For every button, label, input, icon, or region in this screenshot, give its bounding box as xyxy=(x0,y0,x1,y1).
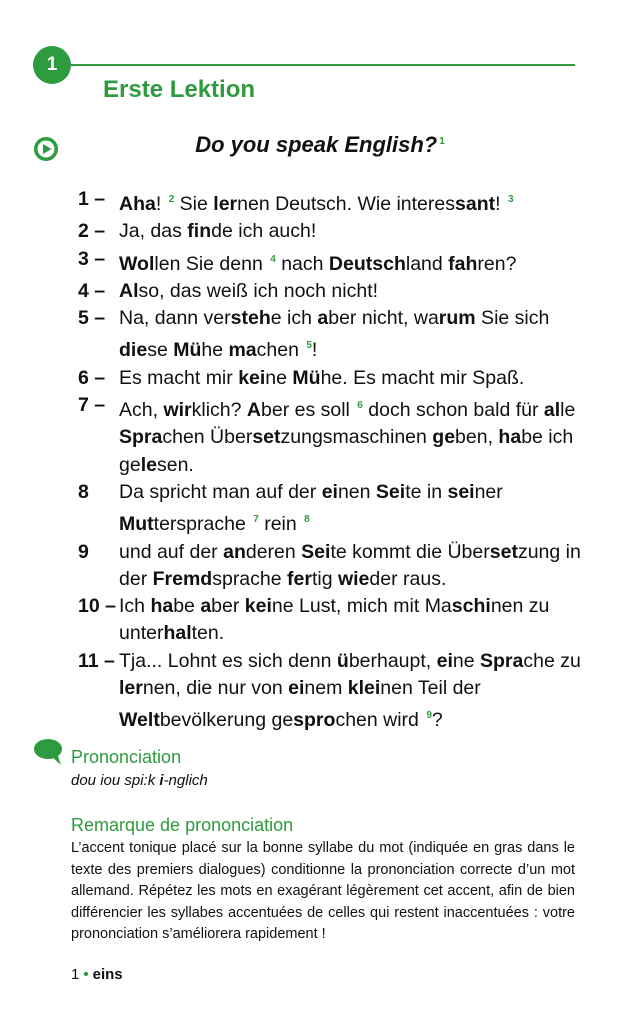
stressed-syllable: Mut xyxy=(119,513,154,536)
text-segment: bevölkerung ge xyxy=(159,709,294,732)
dialogue-title xyxy=(0,132,640,158)
dialogue-line xyxy=(78,539,588,594)
dialogue-line xyxy=(78,218,588,245)
stressed-syllable: kei xyxy=(244,595,272,618)
line-text xyxy=(78,278,588,305)
stressed-syllable: Sei xyxy=(301,540,331,563)
text-segment: Ach, xyxy=(119,399,164,422)
text-segment: e ich xyxy=(270,307,318,330)
line-text xyxy=(78,392,588,479)
text-segment: he. Es macht mir Spaß. xyxy=(320,366,525,389)
pronunciation-text-end: -nglich xyxy=(163,772,208,789)
stressed-syllable: fer xyxy=(287,567,312,590)
footer-bullet: • xyxy=(83,966,89,983)
text-segment: so, das weiß ich noch nicht! xyxy=(138,279,379,302)
text-segment: ! xyxy=(155,193,167,215)
stressed-syllable: ei xyxy=(321,480,338,503)
text-segment: sprache xyxy=(212,567,288,590)
stressed-syllable: ei xyxy=(288,677,305,700)
line-number: 6 – xyxy=(78,366,106,389)
line-text xyxy=(78,479,588,539)
text-segment: nem xyxy=(304,677,348,700)
lesson-title: Erste Lektion xyxy=(103,76,256,103)
stressed-syllable: Sei xyxy=(375,480,406,503)
line-text xyxy=(78,246,588,278)
stressed-syllable: steh xyxy=(230,307,271,330)
dialogue-line xyxy=(78,479,588,539)
stressed-syllable: ge xyxy=(432,426,456,449)
line-text xyxy=(78,593,588,648)
text-segment: Sie xyxy=(174,193,214,215)
text-segment: berhaupt, xyxy=(348,649,437,672)
stressed-syllable: ma xyxy=(228,339,257,362)
pronunciation-text xyxy=(71,772,208,789)
remark-body: L’accent tonique placé sur la bonne syllabe du mot (indiquée en gras dans le texte des premiers dialogues) conditionne la prononciation correcte d’un mot allemand. Répétez les mots en exagérant légèrement cet accent, afin de bien différencier les syllabes accentuées de celles qui restent inaccentuées : votre prononciation s’améliorera rapidement ! xyxy=(71,840,575,942)
stressed-syllable: sant xyxy=(455,193,496,215)
text-segment: ten. xyxy=(191,622,225,645)
stressed-syllable: Al xyxy=(119,279,139,302)
text-segment: nen Teil der xyxy=(380,677,481,700)
text-segment: ben, xyxy=(455,426,499,449)
stressed-syllable: Aha xyxy=(119,193,156,215)
text-segment: Sie sich xyxy=(475,307,550,330)
stressed-syllable: set xyxy=(252,426,281,449)
pronunciation-text-start: dou iou spi:k xyxy=(71,772,160,789)
text-segment: te kommt die Über xyxy=(330,540,490,563)
text-segment: nen xyxy=(337,480,376,503)
dialogue-line xyxy=(78,305,588,365)
line-text xyxy=(78,648,588,735)
stressed-syllable: fin xyxy=(187,220,212,243)
stressed-syllable: an xyxy=(223,540,246,563)
stressed-syllable: Wol xyxy=(119,252,155,275)
stressed-syllable: le xyxy=(140,453,157,476)
text-segment: tig xyxy=(311,567,338,590)
footnote-marker: 9 xyxy=(426,710,432,722)
text-segment: be ich ge xyxy=(119,426,574,476)
stressed-syllable: spro xyxy=(293,709,336,732)
dialogue-line xyxy=(78,593,588,648)
text-segment: Tja... Lohnt es sich denn xyxy=(119,649,337,672)
line-text xyxy=(78,218,588,245)
pronunciation-heading: Prononciation xyxy=(71,747,182,767)
text-segment: nen, die nur von xyxy=(142,677,289,700)
text-segment: klich? xyxy=(191,399,247,422)
line-number: 9 xyxy=(78,540,89,563)
stressed-syllable: a xyxy=(317,307,329,330)
stressed-syllable: ei xyxy=(436,649,453,672)
footnote-marker: 6 xyxy=(357,400,363,412)
stressed-syllable: Mü xyxy=(292,366,321,389)
stressed-syllable: Deutsch xyxy=(328,252,406,275)
line-text xyxy=(78,186,588,218)
dialogue-list xyxy=(78,186,588,735)
footnote-marker: 5 xyxy=(306,340,312,352)
line-number: 11 – xyxy=(78,649,115,672)
dialogue-line xyxy=(78,278,588,305)
line-number: 4 – xyxy=(78,279,106,302)
line-number: 2 – xyxy=(78,220,106,243)
line-number: 3 – xyxy=(78,247,106,270)
stressed-syllable: ler xyxy=(119,677,143,700)
dialogue-line xyxy=(78,648,588,735)
text-segment: chen xyxy=(256,339,305,362)
stressed-syllable: klei xyxy=(347,677,381,700)
dialogue-title-text: Do you speak English? xyxy=(195,132,438,157)
text-segment: chen wird xyxy=(335,709,425,732)
line-text xyxy=(78,365,588,392)
stressed-syllable: Spra xyxy=(480,649,524,672)
text-segment: Da spricht man auf der xyxy=(119,480,322,503)
footnote-marker: 8 xyxy=(304,514,310,526)
stressed-syllable: Spra xyxy=(119,426,163,449)
stressed-syllable: Welt xyxy=(119,709,160,732)
text-segment: de ich auch! xyxy=(211,220,317,243)
text-segment: nen Deutsch. Wie interes xyxy=(237,193,455,215)
footnote-marker: 3 xyxy=(507,194,514,205)
line-number: 1 – xyxy=(78,188,106,210)
text-segment: tersprache xyxy=(153,513,252,536)
text-segment: doch schon bald für xyxy=(362,399,544,422)
dialogue-line xyxy=(78,392,588,479)
stressed-syllable: set xyxy=(489,540,518,563)
text-segment: ? xyxy=(431,709,443,732)
remark-heading: Remarque de prononciation xyxy=(71,815,294,835)
text-segment: chen Über xyxy=(162,426,253,449)
line-number: 10 – xyxy=(78,595,116,618)
text-segment: nen zu unter xyxy=(119,595,550,645)
line-number: 8 xyxy=(78,480,89,503)
text-segment: se xyxy=(147,339,174,362)
stressed-syllable: die xyxy=(119,339,148,362)
stressed-syllable: schi xyxy=(451,595,491,618)
line-number: 7 – xyxy=(78,394,106,417)
text-segment: ne Lust, mich mit Ma xyxy=(271,595,452,618)
text-segment: nach xyxy=(275,252,329,275)
text-segment: ber xyxy=(211,595,245,618)
speech-bubble-icon xyxy=(33,738,65,766)
stressed-syllable: wir xyxy=(163,399,192,422)
stressed-syllable: sei xyxy=(447,480,475,503)
stressed-syllable: ha xyxy=(150,595,174,618)
text-segment: sen. xyxy=(156,453,194,476)
text-segment: zungsmaschinen xyxy=(280,426,433,449)
page-number-word: eins xyxy=(92,966,123,983)
lesson-number-badge: 1 xyxy=(33,46,71,84)
stressed-syllable: rum xyxy=(438,307,476,330)
footnote-marker: 2 xyxy=(168,194,175,205)
text-segment: ber nicht, wa xyxy=(328,307,439,330)
line-number: 5 – xyxy=(78,307,106,330)
stressed-syllable: al xyxy=(543,399,561,422)
footnote-marker: 7 xyxy=(253,514,259,526)
stressed-syllable: wie xyxy=(337,567,370,590)
text-segment: he xyxy=(201,339,229,362)
text-segment: te in xyxy=(405,480,448,503)
stressed-syllable: ha xyxy=(498,426,522,449)
stressed-syllable: ü xyxy=(336,649,349,672)
stressed-syllable: ler xyxy=(213,193,238,215)
text-segment: land xyxy=(405,252,449,275)
footnote-marker: 1 xyxy=(439,136,445,147)
text-segment: ne xyxy=(265,366,293,389)
text-segment: und auf der xyxy=(119,540,224,563)
text-segment: ber es soll xyxy=(261,399,356,422)
text-segment: le xyxy=(560,399,576,422)
text-segment: Ich xyxy=(119,595,151,618)
stressed-syllable: kei xyxy=(238,366,266,389)
text-segment: ner xyxy=(474,480,503,503)
stressed-syllable: hal xyxy=(163,622,192,645)
text-segment: che zu xyxy=(523,649,581,672)
footnote-marker: 4 xyxy=(270,253,276,265)
text-segment: der raus. xyxy=(369,567,447,590)
text-segment: ren? xyxy=(477,252,517,275)
stressed-syllable: Mü xyxy=(173,339,202,362)
page-number: 1 xyxy=(71,966,80,983)
pronunciation-text-stress: i xyxy=(159,772,164,789)
text-segment: zung in der xyxy=(119,540,581,590)
stressed-syllable: Fremd xyxy=(152,567,213,590)
stressed-syllable: fah xyxy=(448,252,478,275)
text-segment: Es macht mir xyxy=(119,366,239,389)
header-rule xyxy=(70,64,575,66)
text-segment: deren xyxy=(245,540,302,563)
stressed-syllable: a xyxy=(200,595,212,618)
text-segment: be xyxy=(173,595,201,618)
text-segment: ! xyxy=(495,193,506,215)
dialogue-line xyxy=(78,365,588,392)
text-segment: Ja, das xyxy=(119,220,188,243)
text-segment: len Sie denn xyxy=(154,252,269,275)
text-segment: ! xyxy=(311,339,318,362)
stressed-syllable: A xyxy=(246,399,261,422)
line-text xyxy=(78,539,588,594)
dialogue-line xyxy=(78,246,588,278)
text-segment: rein xyxy=(258,513,303,536)
page-footer xyxy=(71,966,123,983)
text-segment: ne xyxy=(452,649,481,672)
line-text xyxy=(78,305,588,365)
dialogue-line xyxy=(78,186,588,218)
text-segment: Na, dann ver xyxy=(119,307,231,330)
